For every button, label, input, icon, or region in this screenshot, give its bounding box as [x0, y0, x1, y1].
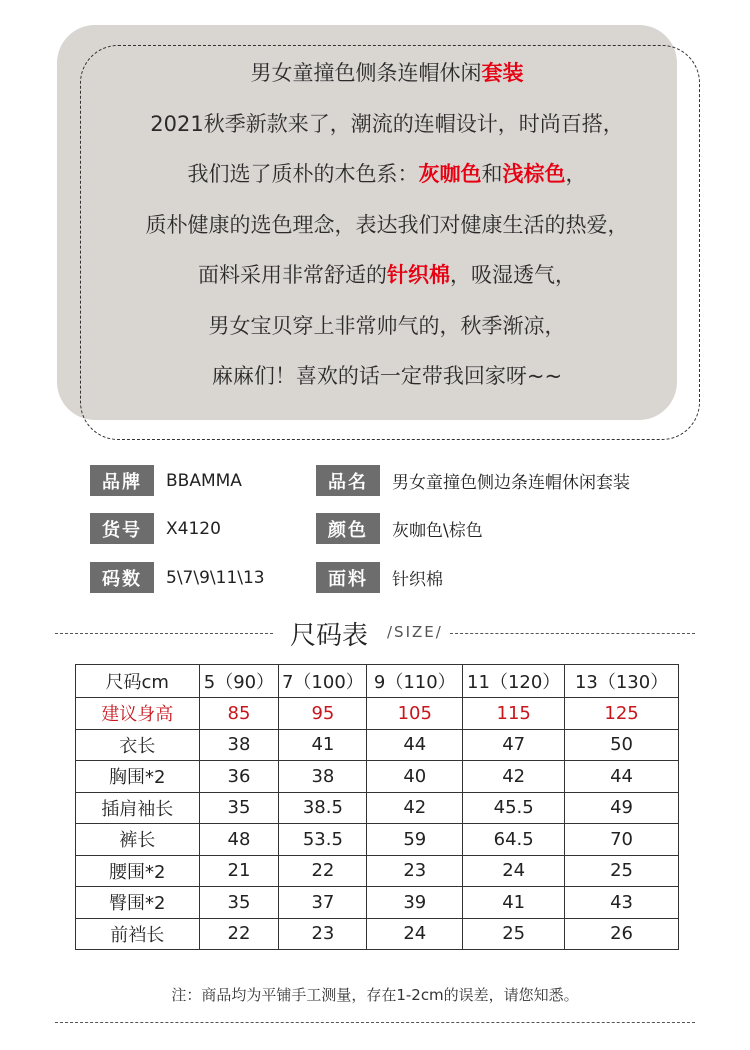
table-cell: 22 [279, 855, 367, 887]
table-row [76, 761, 679, 793]
intro-highlight-light-brown: 浅棕色 [502, 162, 566, 186]
intro-line-3 [57, 149, 717, 200]
size-chart-title: 尺码表 [290, 621, 369, 651]
table-cell: 24 [367, 918, 463, 950]
measurement-note: 注：商品均为平铺手工测量，存在1-2cm的误差，请您知悉。 [171, 986, 579, 1004]
intro-highlight-knit-cotton: 针织棉 [387, 263, 450, 287]
spec-item-no-label: 货号 [90, 513, 154, 544]
header-cell: 11（120） [463, 665, 565, 698]
table-cell: 115 [463, 698, 565, 730]
intro-highlight-gray-coffee: 灰咖色 [418, 162, 482, 186]
row-label-cell: 建议身高 [76, 698, 200, 730]
size-table [75, 664, 679, 950]
intro-line-4: 质朴健康的选色理念，表达我们对健康生活的热爱， [145, 212, 629, 237]
row-label-cell: 腰围*2 [76, 855, 200, 887]
intro-text [57, 48, 717, 402]
spec-brand-label: 品牌 [90, 465, 154, 496]
table-cell: 35 [199, 792, 279, 824]
row-label-cell: 插肩袖长 [76, 792, 200, 824]
table-cell: 36 [199, 761, 279, 793]
intro-line-6: 男女宝贝穿上非常帅气的，秋季渐凉， [208, 313, 566, 338]
header-cell: 尺码cm [76, 665, 200, 698]
table-cell: 23 [367, 855, 463, 887]
table-cell: 44 [367, 729, 463, 761]
heading-divider-right [450, 633, 695, 634]
table-cell: 85 [199, 698, 279, 730]
table-cell: 105 [367, 698, 463, 730]
spec-color-label: 颜色 [316, 513, 380, 544]
table-cell: 42 [463, 761, 565, 793]
table-cell: 95 [279, 698, 367, 730]
intro-line-2: 2021秋季新款来了，潮流的连帽设计，时尚百搭， [150, 111, 624, 136]
spec-brand [90, 465, 242, 496]
intro-line-5-tail: ，吸湿透气， [450, 263, 576, 287]
table-cell: 45.5 [463, 792, 565, 824]
table-row [76, 824, 679, 856]
table-cell: 44 [565, 761, 679, 793]
spec-fabric-value: 针织棉 [392, 570, 443, 590]
table-cell: 42 [367, 792, 463, 824]
table-cell: 41 [463, 887, 565, 919]
spec-item-no [90, 513, 221, 544]
table-row [76, 729, 679, 761]
row-label-cell: 臀围*2 [76, 887, 200, 919]
intro-line-3-and: 和 [481, 162, 503, 186]
spec-sizes-value: 5\7\9\11\13 [166, 567, 265, 588]
table-cell: 23 [279, 918, 367, 950]
spec-fabric [316, 562, 443, 593]
header-cell: 5（90） [199, 665, 279, 698]
intro-highlight-suit: 套装 [481, 61, 524, 85]
spec-color-value: 灰咖色\棕色 [392, 521, 483, 541]
header-cell: 9（110） [367, 665, 463, 698]
table-cell: 21 [199, 855, 279, 887]
table-row [76, 887, 679, 919]
table-cell: 39 [367, 887, 463, 919]
table-row-recommended-height [76, 698, 679, 730]
table-cell: 38 [279, 761, 367, 793]
row-label-cell: 裤长 [76, 824, 200, 856]
heading-divider-left [55, 633, 273, 634]
table-cell: 26 [565, 918, 679, 950]
intro-line-1 [57, 48, 717, 99]
intro-line-7: 麻麻们！喜欢的话一定带我回家呀~~ [211, 364, 563, 388]
table-cell: 25 [565, 855, 679, 887]
table-cell: 47 [463, 729, 565, 761]
table-row [76, 855, 679, 887]
table-cell: 43 [565, 887, 679, 919]
table-cell: 50 [565, 729, 679, 761]
intro-line-3-text: 我们选了质朴的木色系： [187, 162, 419, 186]
table-cell: 53.5 [279, 824, 367, 856]
spec-name-label: 品名 [316, 465, 380, 496]
header-cell: 13（130） [565, 665, 679, 698]
table-cell: 59 [367, 824, 463, 856]
size-chart-heading [55, 615, 695, 651]
table-row [76, 918, 679, 950]
table-cell: 48 [199, 824, 279, 856]
bottom-divider [55, 1022, 695, 1023]
table-cell: 41 [279, 729, 367, 761]
spec-name [316, 465, 630, 496]
table-cell: 64.5 [463, 824, 565, 856]
spec-sizes-label: 码数 [90, 562, 154, 593]
intro-line-5-text: 面料采用非常舒适的 [198, 263, 387, 287]
spec-color [316, 513, 483, 544]
table-cell: 40 [367, 761, 463, 793]
spec-fabric-label: 面料 [316, 562, 380, 593]
table-cell: 70 [565, 824, 679, 856]
table-cell: 22 [199, 918, 279, 950]
table-cell: 24 [463, 855, 565, 887]
size-chart-subtitle: /SIZE/ [387, 623, 443, 641]
table-cell: 37 [279, 887, 367, 919]
spec-name-value: 男女童撞色侧边条连帽休闲套装 [392, 473, 630, 493]
header-cell: 7（100） [279, 665, 367, 698]
table-cell: 25 [463, 918, 565, 950]
table-cell: 38.5 [279, 792, 367, 824]
row-label-cell: 胸围*2 [76, 761, 200, 793]
row-label-cell: 衣长 [76, 729, 200, 761]
intro-line-1-text: 男女童撞色侧条连帽休闲 [250, 61, 482, 85]
spec-brand-value: BBAMMA [166, 470, 242, 491]
row-label-cell: 前裆长 [76, 918, 200, 950]
table-cell: 125 [565, 698, 679, 730]
table-cell: 49 [565, 792, 679, 824]
spec-sizes [90, 562, 265, 593]
spec-item-no-value: X4120 [166, 518, 221, 539]
table-cell: 35 [199, 887, 279, 919]
size-table-header [76, 665, 679, 698]
intro-line-3-comma: ， [565, 162, 587, 186]
intro-line-5 [57, 250, 717, 301]
table-row [76, 792, 679, 824]
table-cell: 38 [199, 729, 279, 761]
